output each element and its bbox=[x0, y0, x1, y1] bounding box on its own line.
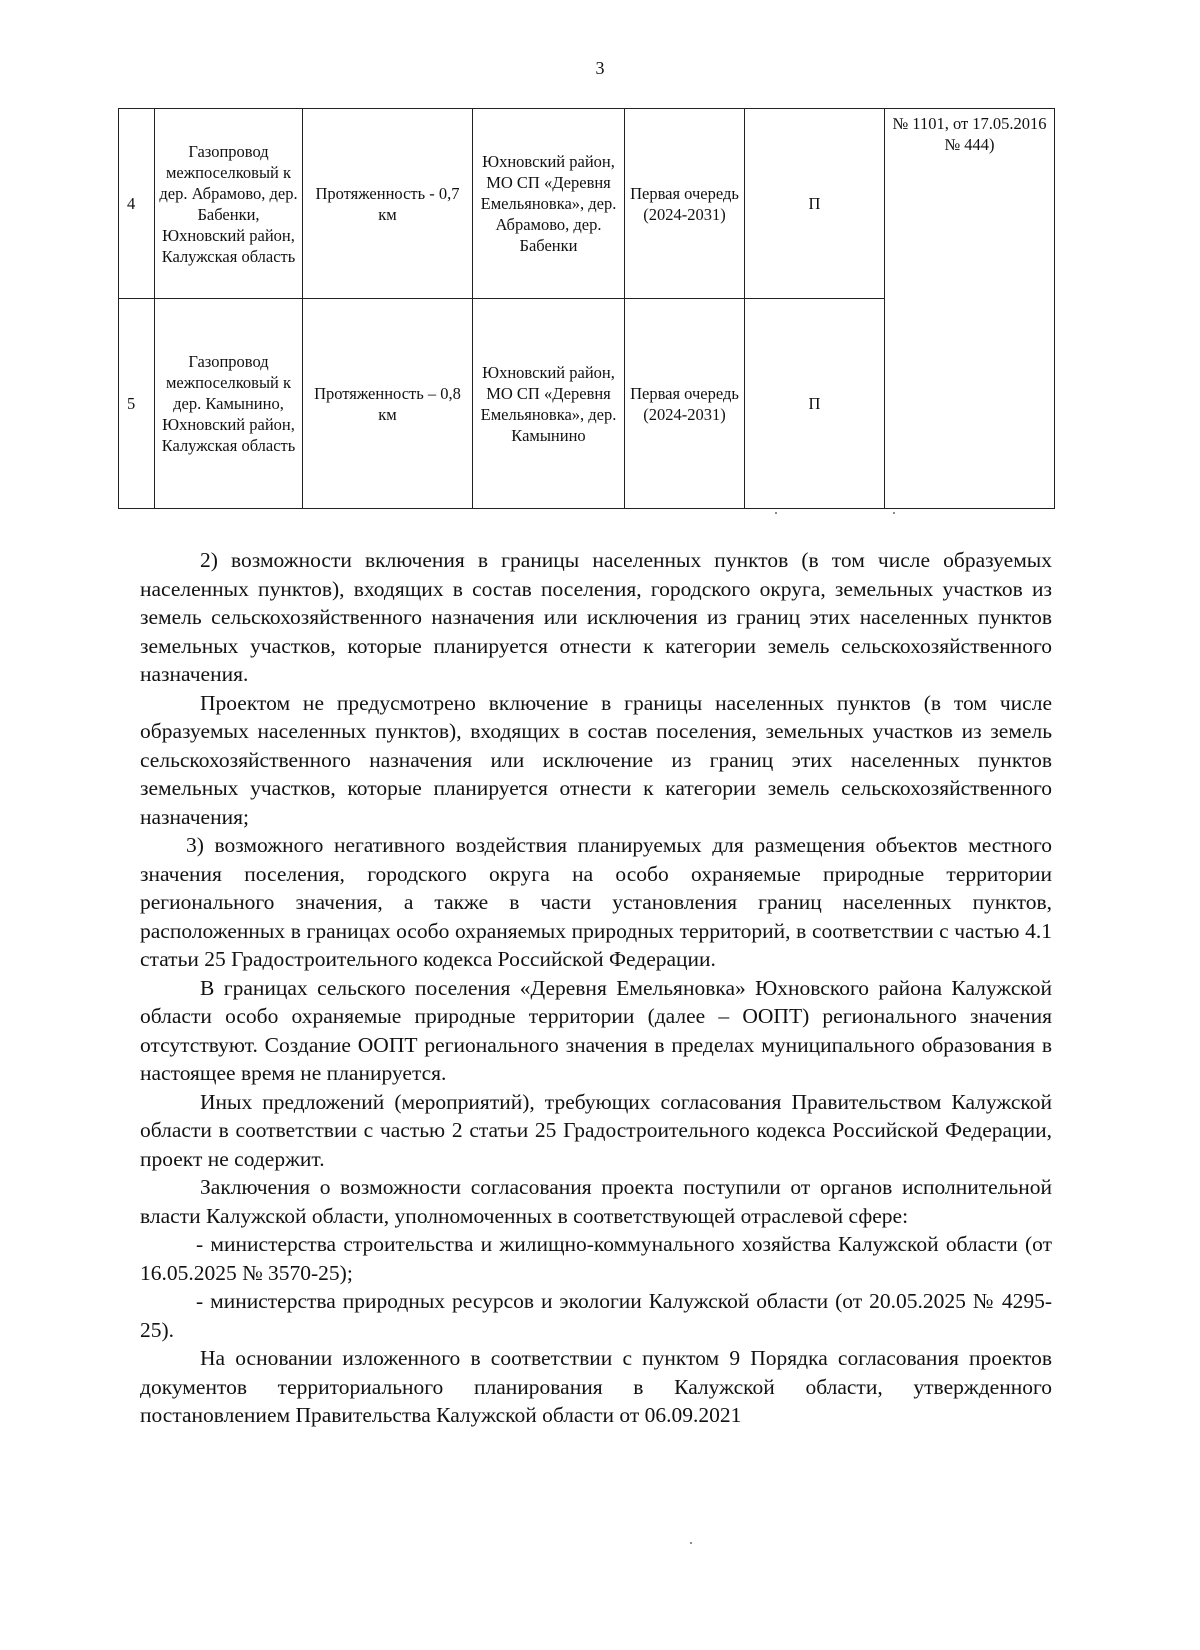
row-number: 5 bbox=[119, 299, 155, 509]
objects-table bbox=[118, 108, 1055, 509]
row-number: 4 bbox=[119, 109, 155, 299]
object-stage: Первая очередь (2024-2031) bbox=[625, 299, 745, 509]
table-row bbox=[119, 109, 1055, 299]
object-stage: Первая очередь (2024-2031) bbox=[625, 109, 745, 299]
object-length: Протяженность - 0,7 км bbox=[303, 109, 473, 299]
object-status: П bbox=[745, 299, 885, 509]
paragraph: Заключения о возможности согласования проекта поступили от органов исполнительной власти Калужской области, уполномоченных в соответствующей отраслевой сфере: bbox=[140, 1175, 1052, 1228]
paragraph: Проектом не предусмотрено включение в границы населенных пунктов (в том числе образуемых населенных пунктов), входящих в состав поселения, земельных участков из земель сельскохозяйственного назначения или исключение из границ этих населенных пунктов земельных участков, которые планируется отнести к категории земель сельскохозяйственного назначения; bbox=[140, 690, 1052, 829]
scan-speck bbox=[690, 1542, 692, 1544]
object-status: П bbox=[745, 109, 885, 299]
list-item: - министерства природных ресурсов и экологии Калужской области (от 20.05.2025 № 4295-25). bbox=[140, 1289, 1052, 1342]
object-name: Газопровод межпоселковый к дер. Камынино, Юхновский район, Калужская область bbox=[155, 299, 303, 509]
paragraph: 3) возможного негативного воздействия планируемых для размещения объектов местного значения поселения, городского округа на особо охраняемые природные территории регионального значения, а также в части установления границ населенных пунктов, расположенных в границах особо охраняемых природных территорий, в соответствии с частью 4.1 статьи 25 Градостроительного кодекса Российской Федерации. bbox=[140, 833, 1052, 971]
paragraph: 2) возможности включения в границы населенных пунктов (в том числе образуемых населенных пунктов), входящих в состав поселения, городского округа, земельных участков из земель сельскохозяйственного назначения или исключения из границ этих населенных пунктов земельных участков, которые планируется отнести к категории земель сельскохозяйственного назначения. bbox=[140, 548, 1052, 686]
list-item: - министерства строительства и жилищно-коммунального хозяйства Калужской области (от 16.05.2025 № 3570-25); bbox=[140, 1232, 1052, 1285]
object-location: Юхновский район, МО СП «Деревня Емельяновка», дер. Камынино bbox=[473, 299, 625, 509]
object-location: Юхновский район, МО СП «Деревня Емельяновка», дер. Абрамово, дер. Бабенки bbox=[473, 109, 625, 299]
paragraph: В границах сельского поселения «Деревня Емельяновка» Юхновского района Калужской области особо охраняемые природные территории (далее – ООПТ) регионального значения отсутствуют. Создание ООПТ регионального значения в пределах муниципального образования в настоящее время не планируется. bbox=[140, 975, 1052, 1085]
object-name: Газопровод межпоселковый к дер. Абрамово, дер. Бабенки, Юхновский район, Калужская область bbox=[155, 109, 303, 299]
scan-speck bbox=[893, 512, 895, 514]
paragraph: Иных предложений (мероприятий), требующих согласования Правительством Калужской области в соответствии с частью 2 статьи 25 Градостроительного кодекса Российской Федерации, проект не содержит. bbox=[140, 1089, 1052, 1171]
paragraph: На основании изложенного в соответствии с пунктом 9 Порядка согласования проектов документов территориального планирования в Калужской области, утвержденного постановлением Правительства Калужской области от 06.09.2021 bbox=[140, 1346, 1052, 1427]
document-reference: № 1101, от 17.05.2016 № 444) bbox=[885, 109, 1055, 509]
scan-speck bbox=[775, 512, 777, 514]
page-number: 3 bbox=[595, 58, 605, 78]
object-length: Протяженность – 0,8 км bbox=[303, 299, 473, 509]
document-body bbox=[140, 546, 1052, 1430]
